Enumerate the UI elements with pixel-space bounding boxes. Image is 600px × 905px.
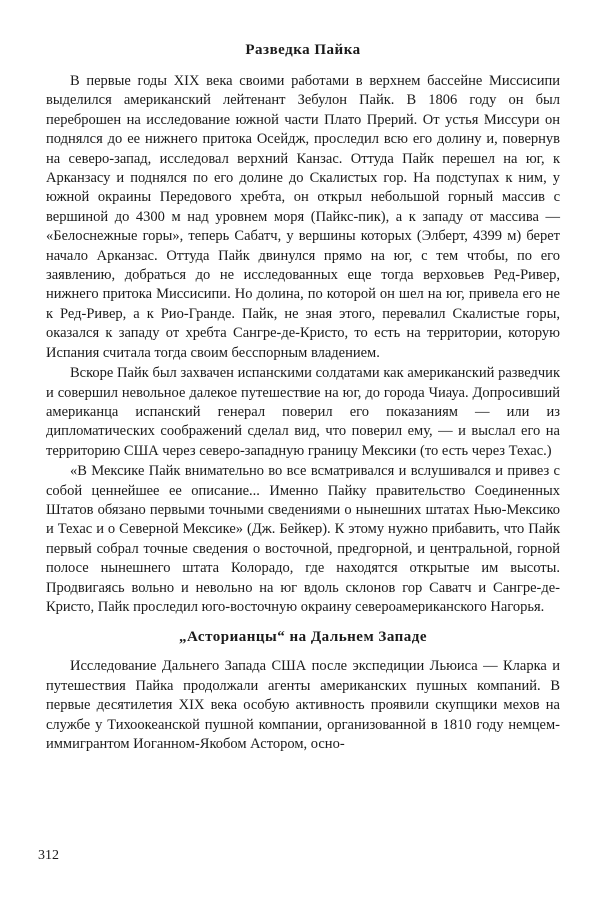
paragraph-pike-3: «В Мексике Пайк внимательно во все всматривался и вслушивался и привез с собой ценнейшее ее описание... Именно Пайку правительство Соединенных Штатов обязано первыми точными сведениями о нынешних штатах Нью-Мексико и Техас и о Северной Мексике» (Дж. Бейкер). К этому нужно прибавить, что Пайк первый собрал точные сведения о восточной, предгорной, и центральной, горной полосе нынешнего штата Колорадо, где находятся открытые им высоты. Продвигаясь вольно и невольно на юг вдоль склонов гор Саватч и Сангре-де-Кристо, Пайк проследил юго-восточную окраину североамериканского Нагорья. <box>46 463 560 615</box>
section-heading-astorians: „Асторианцы“ на Дальнем Западе <box>178 629 428 646</box>
page-body <box>46 40 560 754</box>
paragraph-astorians-1: Исследование Дальнего Запада США после экспедиции Льюиса — Кларка и путешествия Пайка продолжали агенты американских пушных компаний. В первые десятилетия XIX века особую активность проявили скупщики мехов на службе у Тихоокеанской пушной компании, организованной в 1810 году немцем-иммигрантом Иоганном-Якобом Астором, осно- <box>46 658 560 752</box>
page-number: 312 <box>38 848 59 863</box>
paragraph-pike-1: В первые годы XIX века своими работами в верхнем бассейне Миссисипи выделился американский лейтенант Зебулон Пайк. В 1806 году он был переброшен на исследование южной части Плато Прерий. От устья Миссури он поднялся до ее нижнего притока Осейдж, проследил всю его долину и, повернув на северо-запад, исследовал верхний Канзас. Оттуда Пайк перешел на юг, к Арканзасу и поднялся по его долине до Скалистых гор. На подступах к ним, у южной окраины Передового хребта, он открыл небольшой горный массив с вершиной до 4300 м над уровнем моря (Пайкс-пик), а к западу от массива — «Белоснежные горы», теперь Сабатч, у вершины которых (Элберт, 4399 м) берет начало Арканзас. Оттуда Пайк двинулся прямо на юг, с тем чтобы, по его заявлению, добраться до не исследованных еще тогда верховьев Ред-Ривер, нижнего притока Миссисипи. Но долина, по которой он шел на юг, привела его не к Ред-Ривер, а к Рио-Гранде. Пайк, не зная этого, перевалил Скалистые горы, оказался к западу от хребта Сангре-де-Кристо, то есть на территории, которую Испания считала тогда своим бесспорным владением. <box>46 73 560 361</box>
section-heading-pike: Разведка Пайка <box>245 42 361 58</box>
paragraph-pike-2: Вскоре Пайк был захвачен испанскими солдатами как американский разведчик и совершил невольное далекое путешествие на юг, до города Чиауа. Допросивший американца испанский генерал поверил его показаниям — или из дипломатических соображений сделал вид, что поверил ему, — и выслал его на территорию США через северо-западную границу Мексики (то есть через Техас.) <box>46 365 560 459</box>
